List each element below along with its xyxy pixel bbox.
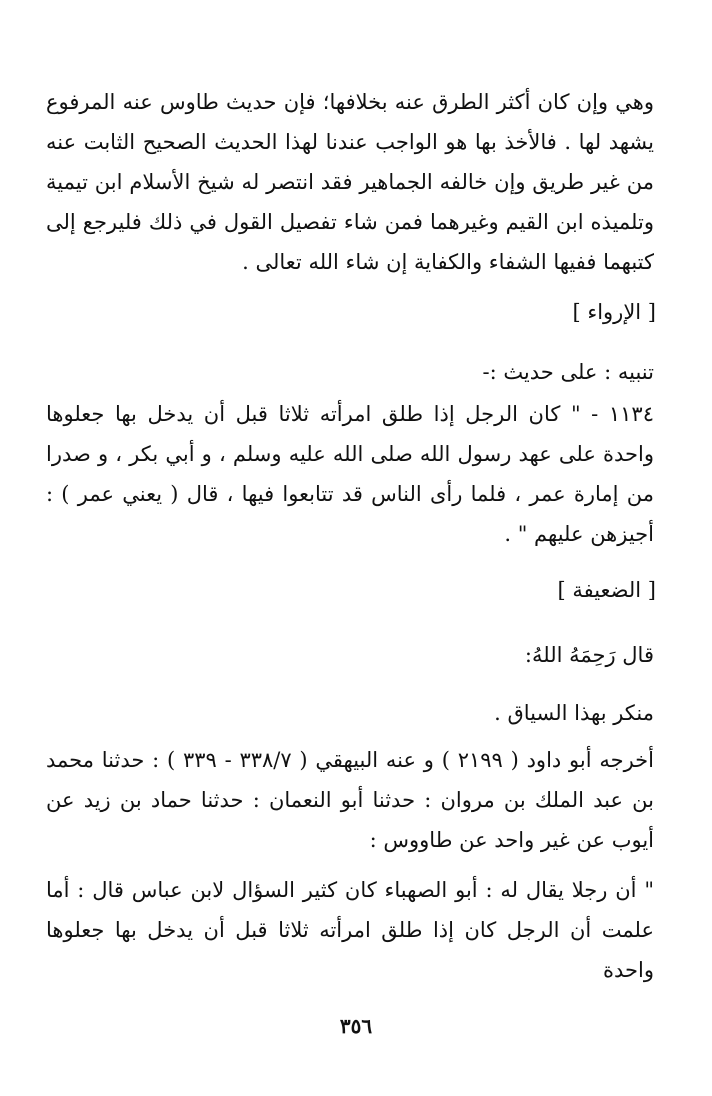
page-number: ٣٥٦ — [339, 1014, 373, 1038]
ruling-munkar: منكر بهذا السياق . — [494, 701, 654, 725]
author-says-heading: قال رَحِمَهُ اللهُ: — [524, 643, 654, 667]
hadith-1134-text: ١١٣٤ - " كان الرجل إذا طلق امرأته ثلاثا قبل أن يدخل بها جعلوها واحدة على عهد رسول الله صلى الله عليه وسلم ، و أبي بكر ، و صدرا من إمارة عمر ، فلما رأى الناس قد تتابعوا فيها ، قال ( يعني عمر ) : أجيزهن عليهم " . — [46, 402, 654, 546]
narration-abu-sahba: " أن رجلا يقال له : أبو الصهباء كان كثير السؤال لابن عباس قال : أما علمت أن الرجل كان إذا طلق امرأته ثلاثا قبل أن يدخل بها جعلوها واحدة — [46, 878, 654, 982]
source-citation-irwa: [ الإرواء ] — [572, 300, 656, 324]
takhrij-paragraph: أخرجه أبو داود ( ٢١٩٩ ) و عنه البيهقي ( ٣٣٨/٧ - ٣٣٩ ) : حدثنا محمد بن عبد الملك بن مروان : حدثنا أبو النعمان : حدثنا حماد بن زيد عن أيوب عن غير واحد عن طاووس : — [46, 748, 654, 852]
source-citation-daeefa: [ الضعيفة ] — [557, 578, 656, 602]
notice-heading: تنبيه : على حديث :- — [482, 360, 654, 384]
paragraph-irwa-commentary: وهي وإن كان أكثر الطرق عنه بخلافها؛ فإن حديث طاوس عنه المرفوع يشهد لها . فالأخذ بها هو الواجب عندنا لهذا الحديث الصحيح الثابت عنه من غير طريق وإن خالفه الجماهير فقد انتصر له شيخ الأسلام ابن تيمية وتلميذه ابن القيم وغيرهما فمن شاء تفصيل القول في ذلك فليرجع إلى كتبهما ففيها الشفاء والكفاية إن شاء الله تعالى . — [46, 90, 654, 274]
